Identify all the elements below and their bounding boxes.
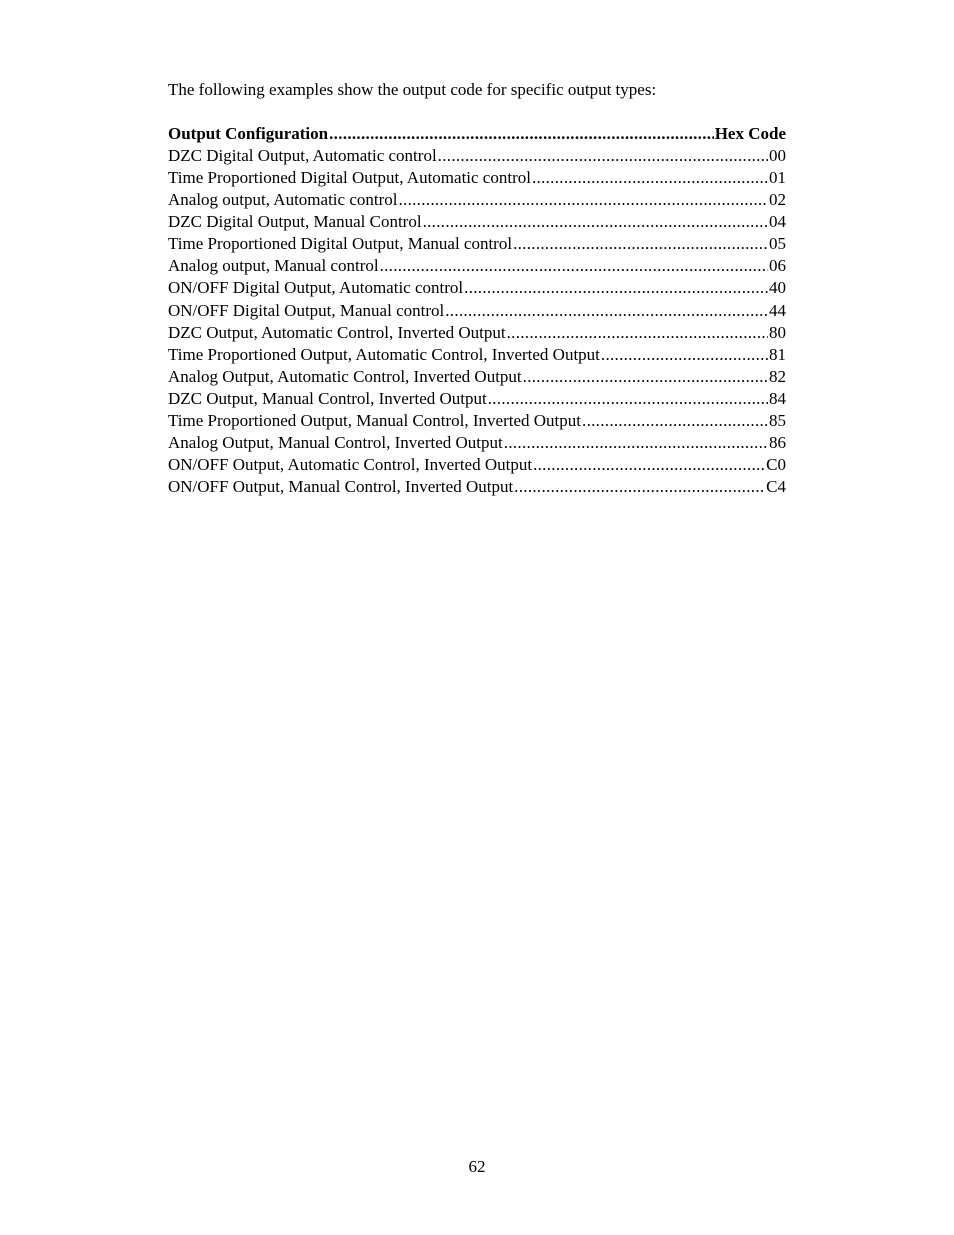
row-label: DZC Output, Manual Control, Inverted Output — [168, 388, 487, 408]
row-label: Time Proportioned Output, Automatic Control, Inverted Output — [168, 344, 600, 364]
table-row — [168, 278, 786, 300]
row-code: 85 — [769, 410, 786, 430]
dot-leader — [488, 389, 768, 409]
table-row — [168, 256, 786, 278]
dot-leader — [464, 278, 768, 298]
row-code: 84 — [769, 388, 786, 408]
row-code: C0 — [766, 454, 786, 474]
table-row — [168, 477, 786, 499]
dot-leader — [423, 212, 768, 232]
row-label: Time Proportioned Output, Manual Control, Inverted Output — [168, 410, 582, 430]
dot-leader — [329, 124, 714, 144]
table-row — [168, 212, 786, 234]
row-code: 01 — [769, 168, 786, 188]
row-label: Analog Output, Automatic Control, Inverted Output — [168, 366, 522, 386]
dot-leader — [514, 477, 765, 497]
table-row — [168, 323, 786, 345]
dot-leader — [523, 367, 768, 387]
table-row — [168, 301, 786, 323]
row-label: DZC Digital Output, Automatic control — [168, 146, 437, 166]
intro-paragraph: The following examples show the output code for specific output types: — [168, 80, 657, 99]
row-code: 44 — [769, 300, 786, 320]
table-row — [168, 190, 786, 212]
row-code: 02 — [769, 190, 786, 210]
row-code: 04 — [769, 212, 786, 232]
row-label: ON/OFF Output, Automatic Control, Inverted Output — [168, 454, 533, 474]
dot-leader — [532, 168, 768, 188]
row-code: 81 — [769, 344, 786, 364]
row-label: Time Proportioned Digital Output, Automatic control — [168, 168, 531, 188]
table-row — [168, 455, 786, 477]
dot-leader — [504, 433, 768, 453]
dot-leader — [513, 234, 768, 254]
table-row — [168, 411, 786, 433]
table-row — [168, 146, 786, 168]
table-row — [168, 168, 786, 190]
dot-leader — [533, 455, 765, 475]
table-row — [168, 345, 786, 367]
row-label: Analog Output, Manual Control, Inverted Output — [168, 432, 503, 452]
row-label: DZC Output, Automatic Control, Inverted Output — [168, 322, 506, 342]
table-row — [168, 367, 786, 389]
row-code: 40 — [769, 278, 786, 298]
header-label: Output Configuration — [168, 124, 329, 143]
dot-leader — [507, 323, 768, 343]
row-label: ON/OFF Digital Output, Manual control — [168, 300, 445, 320]
output-code-table — [168, 124, 786, 499]
dot-leader — [398, 190, 768, 210]
row-code: 80 — [769, 322, 786, 342]
row-code: 05 — [769, 234, 786, 254]
dot-leader — [445, 301, 768, 321]
row-code: 00 — [769, 146, 786, 166]
header-code: Hex Code — [714, 124, 786, 143]
row-label: Time Proportioned Digital Output, Manual control — [168, 234, 513, 254]
row-label: Analog output, Automatic control — [168, 190, 398, 210]
dot-leader — [601, 345, 768, 365]
page-number: 62 — [468, 1157, 486, 1176]
row-label: Analog output, Manual control — [168, 256, 379, 276]
dot-leader — [438, 146, 768, 166]
row-label: DZC Digital Output, Manual Control — [168, 212, 422, 232]
row-code: C4 — [766, 477, 786, 496]
table-row — [168, 433, 786, 455]
table-header — [168, 124, 786, 146]
dot-leader — [582, 411, 768, 431]
dot-leader — [380, 256, 768, 276]
row-code: 82 — [769, 366, 786, 386]
row-code: 86 — [769, 432, 786, 452]
table-row — [168, 234, 786, 256]
row-code: 06 — [769, 256, 786, 276]
row-label: ON/OFF Digital Output, Automatic control — [168, 278, 464, 298]
row-label: ON/OFF Output, Manual Control, Inverted Output — [168, 477, 514, 496]
table-row — [168, 389, 786, 411]
